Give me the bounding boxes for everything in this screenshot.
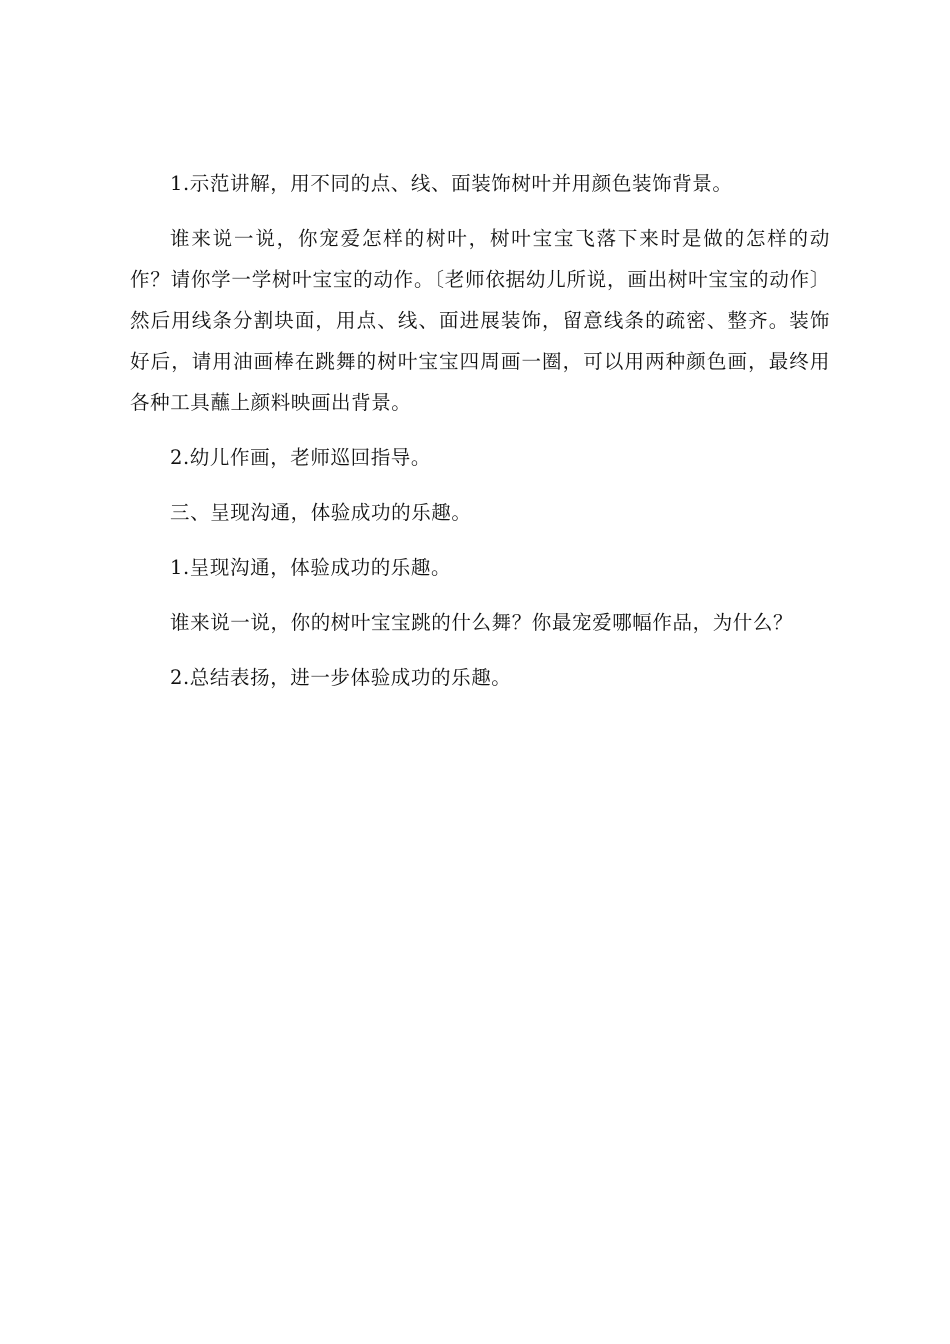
paragraph-demonstration-detail: 谁来说一说，你宠爱怎样的树叶，树叶宝宝飞落下来时是做的怎样的动作？请你学一学树叶宝宝的动作。〔老师依据幼儿所说，画出树叶宝宝的动作〕然后用线条分割块面，用点、线、面进展装饰，留意线条的疏密、整齐。装饰好后，请用油画棒在跳舞的树叶宝宝四周画一圈，可以用两种颜色画，最终用各种工具蘸上颜料映画出背景。	[130, 227, 830, 414]
document-body	[130, 163, 830, 698]
section-heading-showcase: 三、呈现沟通，体验成功的乐趣。	[170, 501, 472, 524]
paragraph-children-drawing: 2.幼儿作画，老师巡回指导。	[170, 446, 432, 469]
paragraph-showcase-step: 1.呈现沟通，体验成功的乐趣。	[170, 556, 452, 579]
paragraph-demonstration-step: 1.示范讲解，用不同的点、线、面装饰树叶并用颜色装饰背景。	[170, 172, 733, 195]
paragraph-showcase-question: 谁来说一说，你的树叶宝宝跳的什么舞？你最宠爱哪幅作品，为什么？	[170, 611, 794, 634]
paragraph-summary-step: 2.总结表扬，进一步体验成功的乐趣。	[170, 666, 512, 689]
